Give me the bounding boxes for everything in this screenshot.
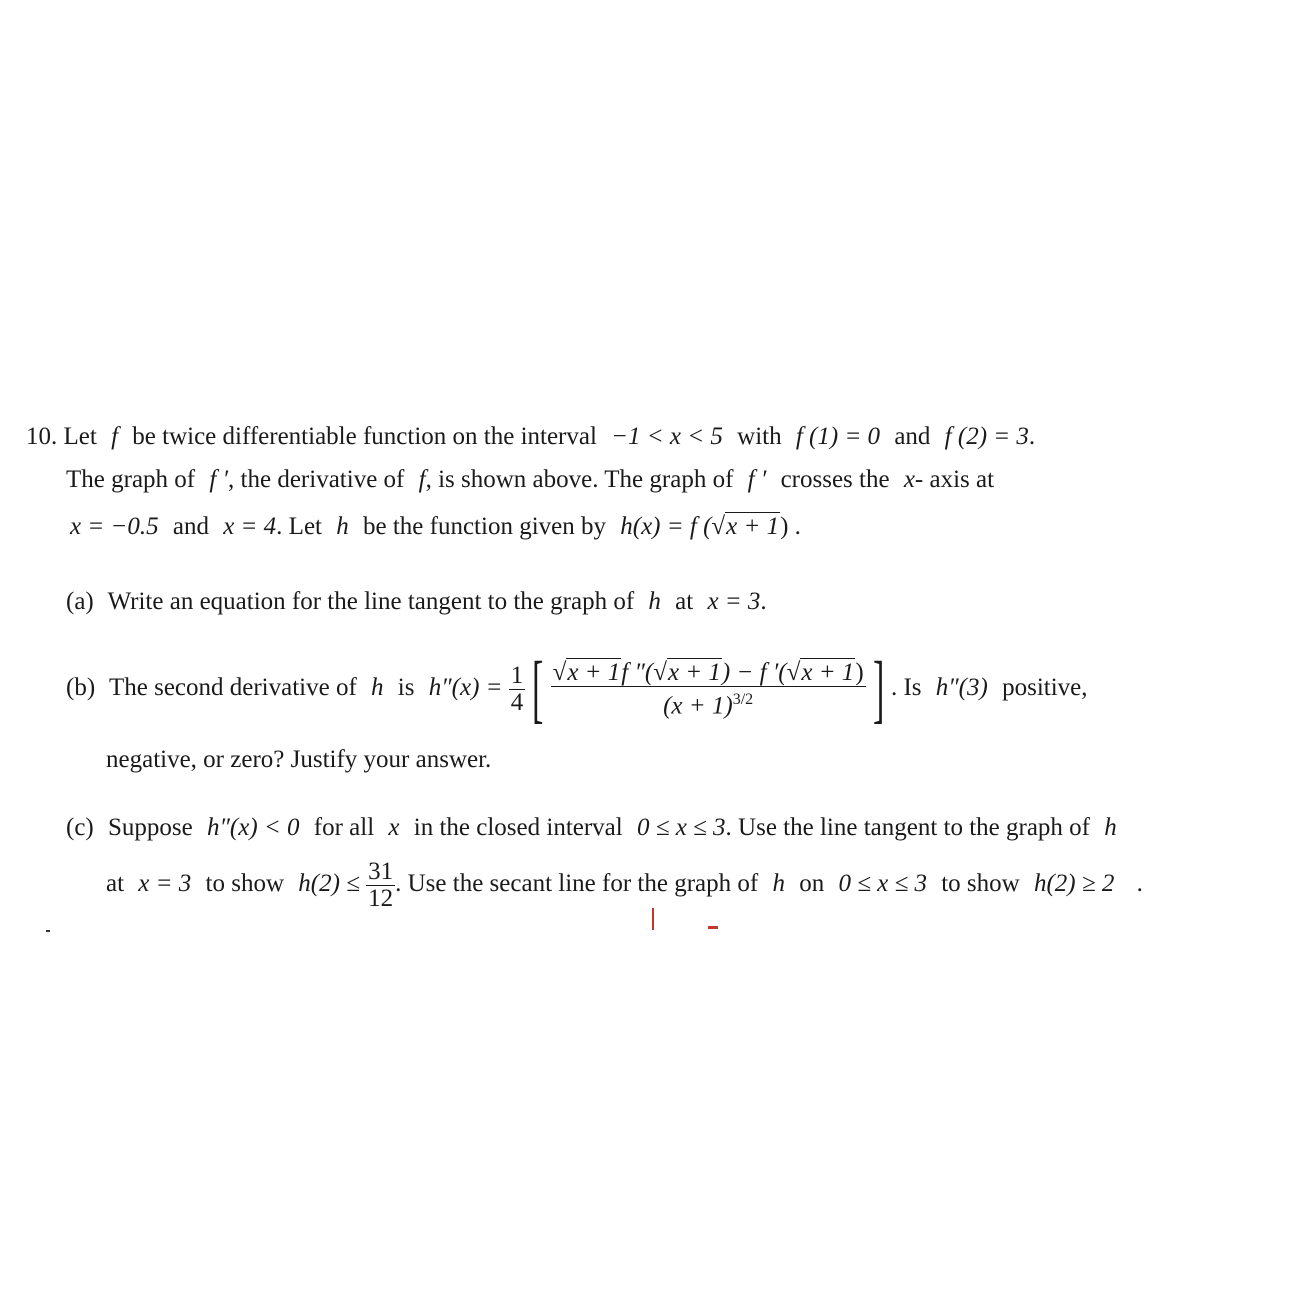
sqrt-argument: x + 1 xyxy=(801,658,855,686)
bound-fraction xyxy=(366,859,395,912)
part-label: (a) xyxy=(66,588,94,615)
text: . xyxy=(760,588,767,615)
text: Let xyxy=(63,423,97,450)
text: - axis at xyxy=(914,466,995,493)
dark-mark-dot xyxy=(46,930,50,932)
math-h-double-prime: h″(x) = xyxy=(428,674,503,701)
fraction-denominator: 4 xyxy=(510,688,524,716)
right-bracket: ] xyxy=(872,647,884,732)
text: on xyxy=(799,870,825,897)
text: The second derivative of xyxy=(108,674,357,701)
math-x: x xyxy=(388,814,400,841)
text: . Use the secant line for the graph of xyxy=(395,870,759,897)
fraction-denominator: 12 xyxy=(368,884,394,912)
text: Suppose xyxy=(108,814,193,841)
text: . Is xyxy=(890,674,922,701)
math-x: x xyxy=(903,466,915,493)
text: . xyxy=(1028,423,1036,450)
sqrt-sign: √ xyxy=(786,658,801,686)
red-mark-dot xyxy=(708,926,718,929)
text: in the closed interval xyxy=(413,814,623,841)
text: at xyxy=(106,870,125,897)
text: ) xyxy=(855,658,864,686)
main-denominator xyxy=(551,686,866,719)
text: crosses the xyxy=(780,466,890,493)
fraction-numerator: 1 xyxy=(510,661,524,689)
math-interval: −1 < x < 5 xyxy=(611,423,723,450)
text: . Use the line tangent to the graph of xyxy=(725,814,1091,841)
text: ) . xyxy=(780,513,801,540)
math-f-prime: f ′ xyxy=(747,466,767,493)
math-interval: 0 ≤ x ≤ 3 xyxy=(838,870,927,897)
math-h: h xyxy=(648,588,661,615)
math-f: f xyxy=(418,466,426,493)
sqrt-argument: x + 1 xyxy=(667,658,721,686)
sqrt-sign: √ xyxy=(552,658,567,686)
math-h-double-prime-3: h″(3) xyxy=(935,674,988,701)
text: and xyxy=(894,423,931,450)
text: and xyxy=(172,513,209,540)
text: Write an equation for the line tangent to the graph of xyxy=(107,588,635,615)
text: , is shown above. The graph of xyxy=(425,466,734,493)
text: to show xyxy=(205,870,284,897)
math-h-definition: h(x) = f ( xyxy=(620,513,712,540)
denominator-base: (x + 1) xyxy=(663,691,733,719)
intro-line-2 xyxy=(66,465,994,495)
problem-number: 10. xyxy=(26,423,58,450)
red-mark-vertical xyxy=(652,908,654,930)
part-label: (c) xyxy=(66,814,94,841)
sqrt-argument: x + 1 xyxy=(567,658,621,686)
text: be the function given by xyxy=(363,513,606,540)
text: . xyxy=(1136,870,1143,897)
math-h: h xyxy=(1104,814,1117,841)
sqrt-sign: √ xyxy=(653,658,667,686)
math-x-value: x = −0.5 xyxy=(70,513,159,540)
part-c-line-2 xyxy=(106,852,1143,916)
text: to show xyxy=(941,870,1020,897)
math-f-double-prime: f ″( xyxy=(621,658,654,686)
math-interval: 0 ≤ x ≤ 3 xyxy=(636,814,726,841)
math-f-prime: f ′ xyxy=(209,466,229,493)
sqrt-argument: x + 1 xyxy=(726,513,780,540)
math-h-lower-bound: h(2) ≥ 2 xyxy=(1033,870,1115,897)
text: at xyxy=(675,588,694,615)
main-fraction xyxy=(551,660,866,719)
text: positive, xyxy=(1002,674,1088,701)
part-label: (b) xyxy=(66,674,96,701)
sqrt-sign: √ xyxy=(711,513,726,540)
fraction-numerator: 31 xyxy=(368,857,394,885)
denominator-exponent: 3/2 xyxy=(732,690,754,708)
intro-line-1 xyxy=(26,422,1035,452)
math-h: h xyxy=(772,870,785,897)
math-h: h xyxy=(336,513,349,540)
math-h-inequality: h(2) ≤ xyxy=(298,870,360,897)
text: , the derivative of xyxy=(228,466,405,493)
left-bracket: [ xyxy=(532,647,544,732)
part-b-line-2 xyxy=(106,745,491,775)
text: negative, or zero? Justify your answer. xyxy=(106,746,492,773)
intro-line-3 xyxy=(70,512,801,542)
text: is xyxy=(397,674,415,701)
text: . Let xyxy=(276,513,322,540)
math-condition: f (2) = 3 xyxy=(944,423,1029,450)
part-a xyxy=(66,587,767,617)
part-c-line-1 xyxy=(66,813,1117,843)
math-x-value: x = 3 xyxy=(707,588,761,615)
coefficient-fraction xyxy=(509,663,526,716)
text: The graph of xyxy=(66,466,196,493)
math-f-prime: ) − f ′( xyxy=(721,658,787,686)
main-numerator xyxy=(551,660,866,686)
text: be twice differentiable function on the interval xyxy=(132,423,597,450)
math-x-value: x = 3 xyxy=(138,870,192,897)
part-b-line-1 xyxy=(66,647,1088,732)
math-h: h xyxy=(371,674,384,701)
math-x-value: x = 4 xyxy=(223,513,277,540)
math-condition: f (1) = 0 xyxy=(795,423,881,450)
text: for all xyxy=(313,814,375,841)
math-f: f xyxy=(111,423,119,450)
text: with xyxy=(737,423,782,450)
math-h-double-prime: h″(x) < 0 xyxy=(206,814,300,841)
